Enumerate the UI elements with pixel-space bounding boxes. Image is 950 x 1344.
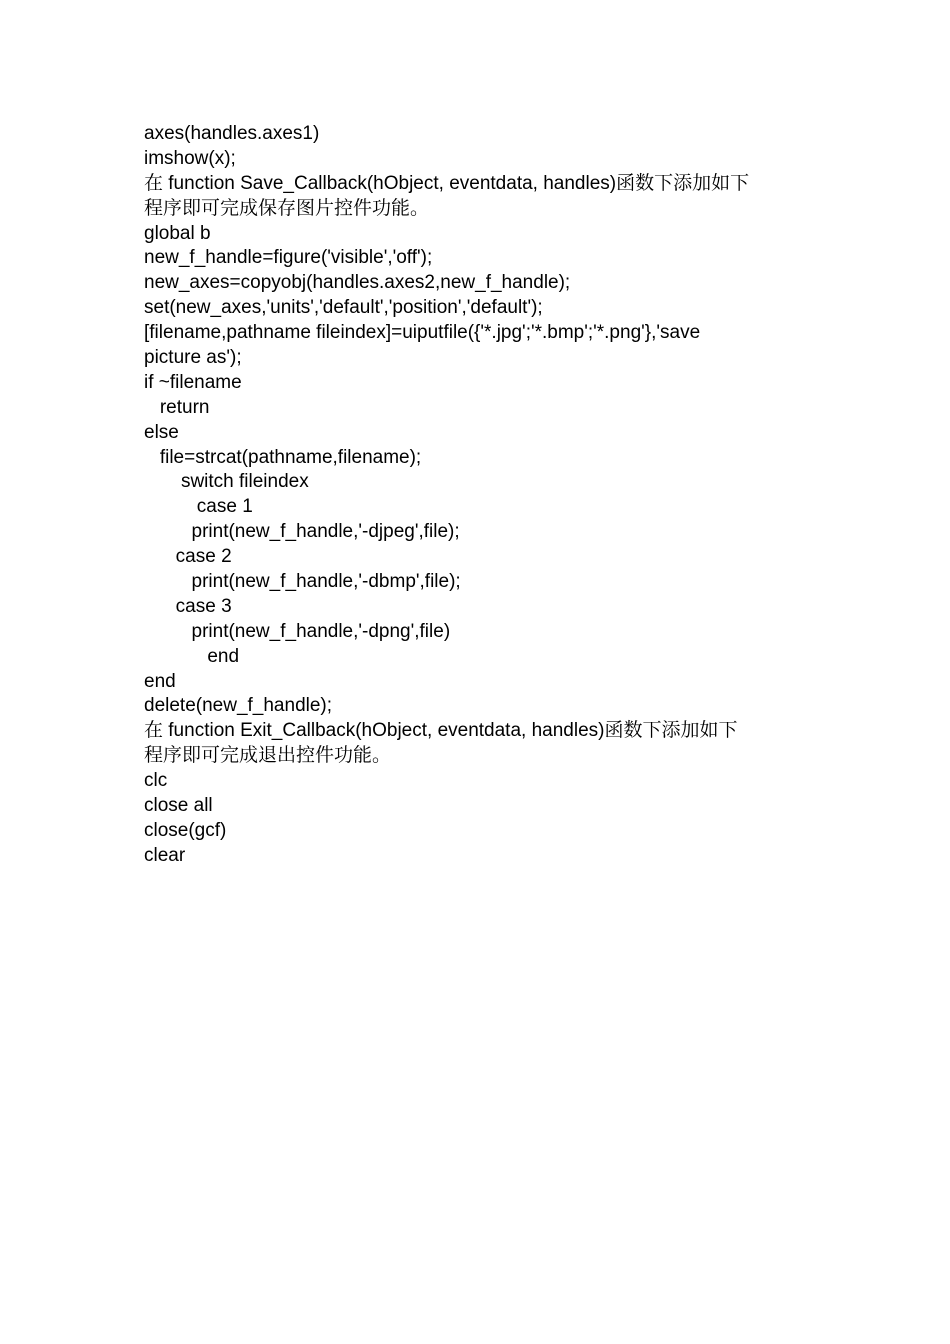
code-line: file=strcat(pathname,filename); <box>144 446 422 468</box>
code-line: picture as'); <box>144 347 242 369</box>
code-line: end <box>144 670 176 692</box>
code-line: switch fileindex <box>144 471 309 493</box>
document-body <box>144 122 814 869</box>
code-line: axes(handles.axes1) <box>144 123 320 144</box>
code-line: [filename,pathname fileindex]=uiputfile({'*.jpg';'*.bmp';'*.png'},'save <box>144 322 701 344</box>
code-line: print(new_f_handle,'-dbmp',file); <box>144 571 461 593</box>
instruction-text: 在 function Exit_Callback(hObject, eventdata, handles)函数下添加如下 <box>144 720 738 742</box>
instruction-text: 程序即可完成保存图片控件功能。 <box>144 197 430 219</box>
code-line: clc <box>144 770 168 792</box>
code-line: print(new_f_handle,'-dpng',file) <box>144 620 451 642</box>
code-line: imshow(x); <box>144 147 236 169</box>
code-line: delete(new_f_handle); <box>144 695 333 717</box>
code-line: if ~filename <box>144 371 242 393</box>
code-line: case 3 <box>144 595 232 617</box>
code-line: clear <box>144 844 186 866</box>
code-line: case 1 <box>144 496 253 518</box>
code-line: end <box>144 645 240 667</box>
code-line: close all <box>144 795 213 817</box>
code-line: return <box>144 396 210 418</box>
code-line: new_axes=copyobj(handles.axes2,new_f_handle); <box>144 272 571 294</box>
code-line: else <box>144 421 179 443</box>
code-line: close(gcf) <box>144 819 227 841</box>
code-line: set(new_axes,'units','default','position','default'); <box>144 297 543 319</box>
code-line: global b <box>144 222 211 244</box>
instruction-text: 程序即可完成退出控件功能。 <box>144 745 392 767</box>
code-line: case 2 <box>144 546 232 568</box>
code-line: print(new_f_handle,'-djpeg',file); <box>144 521 460 543</box>
instruction-text: 在 function Save_Callback(hObject, eventdata, handles)函数下添加如下 <box>144 172 750 194</box>
code-line: new_f_handle=figure('visible','off'); <box>144 247 433 269</box>
